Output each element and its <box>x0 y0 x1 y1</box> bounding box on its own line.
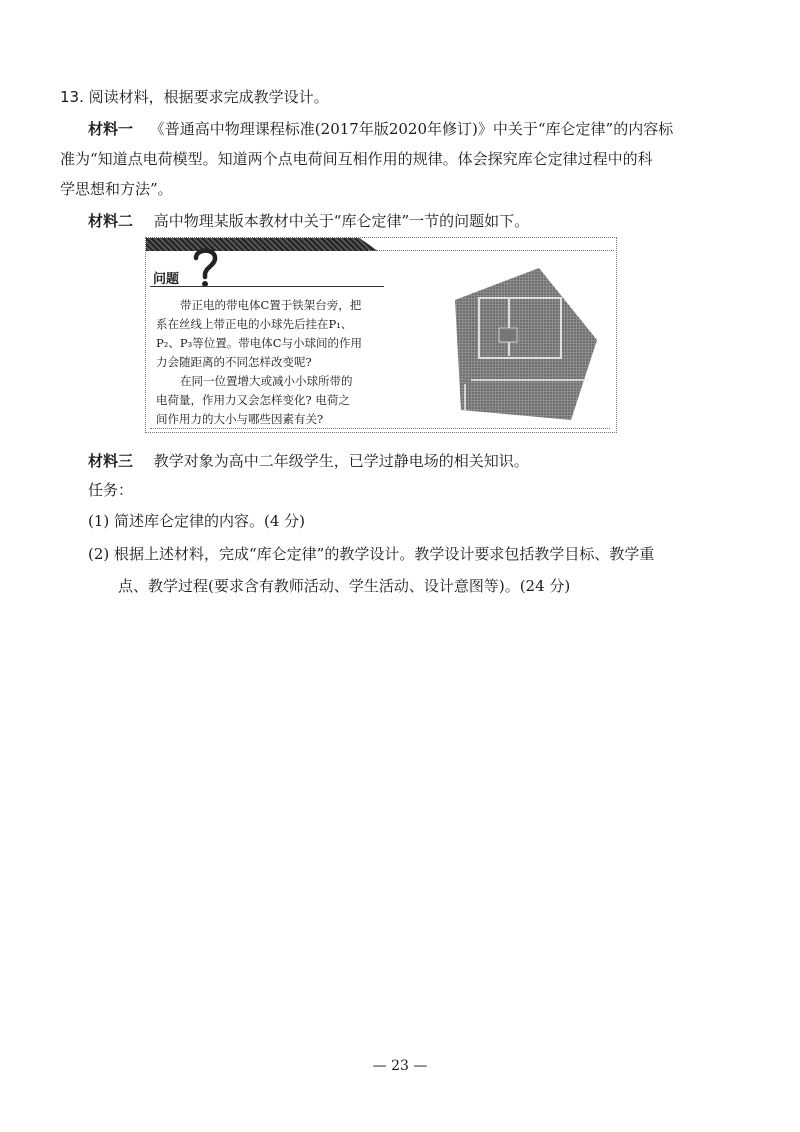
figure-line: 带正电的带电体C置于铁架台旁，把 <box>180 298 362 312</box>
question-number: 13. <box>60 88 84 106</box>
material2-line <box>88 210 529 232</box>
task-item-2-line2: 点、教学过程(要求含有教师活动、学生活动、设计意图等)。(24 分) <box>118 577 571 595</box>
figure-line: 系在丝线上带正电的小球先后挂在P₁、 <box>156 317 353 331</box>
figure-line: 力会随距离的不同怎样改变呢? <box>156 355 312 369</box>
material1-line2: 准为“知道点电荷模型。知道两个点电荷间互相作用的规律。体会探究库仑定律过程中的科 <box>60 150 653 168</box>
question-intro: 阅读材料，根据要求完成教学设计。 <box>88 88 329 106</box>
figure-header: 问题 <box>153 272 180 287</box>
question-13 <box>60 86 329 108</box>
figure-header-rule <box>150 286 384 287</box>
figure-line: 在同一位置增大或减小小球所带的 <box>180 374 353 388</box>
material3-text: 教学对象为高中二年级学生，已学过静电场的相关知识。 <box>153 452 529 470</box>
material2-text: 高中物理某版本教材中关于“库仑定律”一节的问题如下。 <box>153 212 530 230</box>
figure-line: P₂、P₃等位置。带电体C与小球间的作用 <box>156 336 362 350</box>
material1-line1 <box>88 118 673 140</box>
question-mark-icon <box>190 246 220 288</box>
material2-label: 材料二 <box>88 212 134 230</box>
material1-text-1: 《普通高中物理课程标准(2017年版2020年修订)》中关于“库仑定律”的内容标 <box>149 120 674 138</box>
figure-top-rule <box>368 250 614 251</box>
task-item-2-line1: (2) 根据上述材料，完成“库仑定律”的教学设计。教学设计要求包括教学目标、教学重 <box>88 545 655 563</box>
textbook-figure <box>145 237 617 433</box>
apparatus-photo <box>451 260 601 428</box>
figure-text <box>156 296 388 429</box>
material1-label: 材料一 <box>88 120 134 138</box>
page-number: — 23 — <box>372 1058 428 1074</box>
figure-header-bar <box>146 238 378 251</box>
figure-line: 电荷量，作用力又会怎样变化? 电荷之 <box>156 393 350 407</box>
material3-line <box>88 450 529 472</box>
task-label: 任务： <box>88 481 134 499</box>
figure-line: 间作用力的大小与哪些因素有关? <box>156 412 324 426</box>
task-item-1: (1) 简述库仑定律的内容。(4 分) <box>88 512 306 530</box>
figure-bottom-rule <box>150 428 610 429</box>
material1-line3: 学思想和方法”。 <box>60 180 173 198</box>
material3-label: 材料三 <box>88 452 134 470</box>
